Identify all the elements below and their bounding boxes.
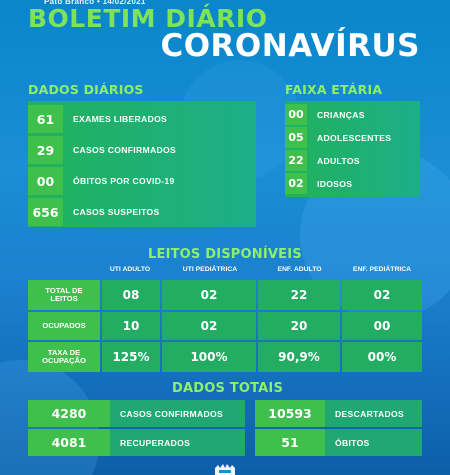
dados-totais-value: 4280 <box>28 400 110 427</box>
leitos-column-header: UTI PEDIÁTRICA <box>182 266 238 273</box>
leitos-row-header-line2: LEITOS <box>50 294 78 303</box>
faixa-etaria-value: 22 <box>285 150 307 171</box>
leitos-cell: 90,9% <box>258 342 340 372</box>
leitos-cell: 00% <box>342 342 422 372</box>
leitos-cell: 125% <box>102 342 160 372</box>
dados-diarios-label: ÓBITOS POR COVID-19 <box>73 176 175 186</box>
leitos-cell: 02 <box>162 280 256 310</box>
faixa-etaria-row <box>285 127 420 148</box>
page-title-main: CORONAVÍRUS <box>160 28 420 64</box>
section-title-leitos: LEITOS DISPONÍVEIS <box>148 247 302 262</box>
leitos-column-header: ENF. PEDIÁTRICA <box>352 266 412 273</box>
leitos-cell: 08 <box>102 280 160 310</box>
leitos-row-header <box>28 280 100 310</box>
leitos-row-header-line2: OCUPAÇÃO <box>42 356 86 365</box>
leitos-row-header <box>28 312 100 340</box>
faixa-etaria-value: 02 <box>285 173 307 194</box>
dados-diarios-label: CASOS SUSPEITOS <box>73 207 160 217</box>
leitos-row-header-line1: TAXA DE <box>47 348 81 358</box>
dados-totais-value: 51 <box>255 429 325 456</box>
leitos-column-header: ENF. ADULTO <box>277 266 322 273</box>
leitos-row-header <box>28 342 100 372</box>
leitos-cell: 10 <box>102 312 160 340</box>
dados-diarios-value: 61 <box>28 105 63 133</box>
dados-totais-label: ÓBITOS <box>325 429 422 456</box>
dados-totais-value: 4081 <box>28 429 110 456</box>
leitos-row-header-line1: TOTAL DE <box>45 286 83 296</box>
leitos-cell: 00 <box>342 312 422 340</box>
leitos-cell: 02 <box>162 312 256 340</box>
dados-totais-value: 10593 <box>255 400 325 427</box>
dados-diarios-value: 29 <box>28 136 63 164</box>
faixa-etaria-row <box>285 150 420 171</box>
faixa-etaria-label: CRIANÇAS <box>317 109 365 120</box>
leitos-cell: 20 <box>258 312 340 340</box>
section-title-faixa-etaria: FAIXA ETÁRIA <box>285 82 383 97</box>
leitos-cell: 100% <box>162 342 256 372</box>
dados-diarios-row <box>28 105 256 133</box>
leitos-cell: 02 <box>342 280 422 310</box>
dados-diarios-value: 656 <box>28 198 63 226</box>
city-crest-icon <box>212 462 238 475</box>
section-title-dados-totais: DADOS TOTAIS <box>172 381 284 396</box>
dados-totais-label: DESCARTADOS <box>325 400 422 427</box>
dados-diarios-label: CASOS CONFIRMADOS <box>73 145 176 155</box>
header-subtitle: Pato Branco • 14/02/2021 <box>44 0 146 6</box>
faixa-etaria-row <box>285 104 420 125</box>
leitos-row-header-line1: OCUPADOS <box>42 321 86 331</box>
dados-totais-label: CASOS CONFIRMADOS <box>110 400 245 427</box>
faixa-etaria-label: ADULTOS <box>317 155 360 166</box>
dados-diarios-value: 00 <box>28 167 63 195</box>
dados-diarios-row <box>28 136 256 164</box>
faixa-etaria-row <box>285 173 420 194</box>
section-title-dados-diarios: DADOS DIÁRIOS <box>28 82 144 97</box>
faixa-etaria-label: IDOSOS <box>317 178 353 189</box>
faixa-etaria-value: 05 <box>285 127 307 148</box>
faixa-etaria-value: 00 <box>285 104 307 125</box>
dados-diarios-row <box>28 198 256 226</box>
leitos-column-header: UTI ADULTO <box>109 266 151 273</box>
dados-diarios-row <box>28 167 256 195</box>
faixa-etaria-label: ADOLESCENTES <box>317 132 392 143</box>
page-title: BOLETIM DIÁRIO <box>28 4 268 33</box>
leitos-cell: 22 <box>258 280 340 310</box>
dados-diarios-label: EXAMES LIBERADOS <box>73 114 168 124</box>
dados-totais-label: RECUPERADOS <box>110 429 245 456</box>
